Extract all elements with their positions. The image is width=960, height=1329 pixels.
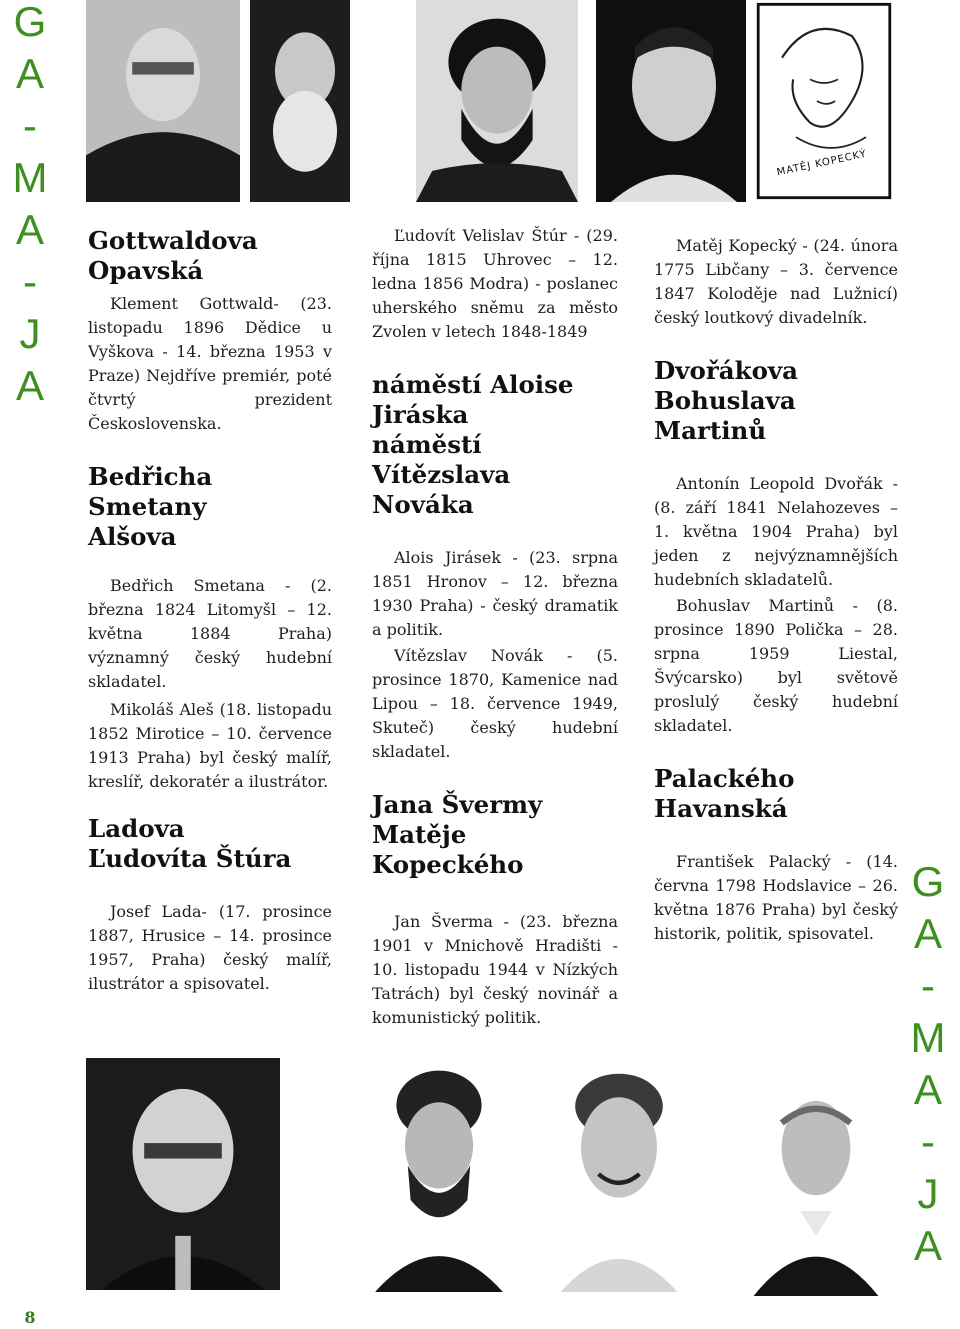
portrait-photo-icon (250, 0, 350, 202)
bio-paragraph: František Palacký - (14. června 1798 Hodslavice – 26. května 1876 Praha) byl český historik, politik, spisovatel. (654, 852, 898, 943)
bio-paragraph: Alois Jirásek - (23. srpna 1851 Hronov – 12. března 1930 Praha) - český dramatik a politik. (372, 548, 618, 639)
side-letter: G (911, 858, 945, 905)
bio-paragraph: Mikoláš Aleš (18. listopadu 1852 Mirotice – 10. července 1913 Praha) byl český malíř, kreslíř, dekoratér a ilustrátor. (88, 700, 332, 791)
bio-paragraph: Bedřich Smetana - (2. března 1824 Litomyšl – 12. května 1884 Praha) významný český hudební skladatel. (88, 576, 332, 691)
side-letter: A (913, 1222, 942, 1269)
photo-novak (546, 1056, 692, 1292)
page-number: 8 (24, 1308, 36, 1327)
section-heading: Bedřicha Smetany Alšova (88, 462, 213, 551)
side-label-right (898, 856, 958, 1272)
photo-lada (86, 1058, 280, 1290)
portrait-photo-icon (738, 1060, 894, 1296)
side-label-left (0, 0, 60, 412)
portrait-photo-icon (416, 0, 578, 202)
bio-paragraph: Vítězslav Novák - (5. prosince 1870, Kamenice nad Lipou – 18. července 1949, Skuteč) český hudební skladatel. (372, 646, 618, 761)
portrait-photo-icon (368, 1062, 510, 1292)
side-letter: - (921, 1118, 935, 1165)
portrait-photo-icon (86, 0, 240, 202)
section-heading: Ladova Ľudovíta Štúra (88, 814, 292, 873)
side-letter: A (15, 362, 44, 409)
column-3 (654, 234, 898, 946)
photo-sverma (596, 0, 746, 202)
photo-stur (416, 0, 578, 202)
bio-paragraph: Matěj Kopecký - (24. února 1775 Libčany – 3. července 1847 Koloděje nad Lužnicí) český loutkový divadelník. (654, 236, 898, 327)
bio-paragraph: Klement Gottwald- (23. listopadu 1896 Dědice u Vyškova - 14. března 1953 v Praze) Nejdříve premiér, poté čtvrtý prezident Československa. (88, 294, 332, 433)
side-letter: - (921, 962, 935, 1009)
side-letter: - (23, 102, 37, 149)
side-letter: G (13, 0, 47, 45)
photo-smetana (250, 0, 350, 202)
portrait-photo-icon (546, 1056, 692, 1292)
portrait-photo-icon (596, 0, 746, 202)
bio-paragraph: Jan Šverma - (23. března 1901 v Mnichově Hradišti - 10. listopadu 1944 v Nízkých Tatrách) byl český novinář a komunistický politik. (372, 912, 618, 1027)
side-letter: J (917, 1170, 939, 1217)
sketch-signature: MATĚJ KOPECKÝ (775, 148, 868, 179)
side-letter: A (913, 910, 942, 957)
portrait-photo-icon (86, 1058, 280, 1290)
side-letter: M (12, 154, 48, 201)
photo-gottwald (86, 0, 240, 202)
column-1 (88, 226, 332, 996)
side-letter: A (913, 1066, 942, 1113)
portrait-sketch-icon (754, 0, 894, 202)
bio-paragraph: Antonín Leopold Dvořák - (8. září 1841 Nelahozeves – 1. května 1904 Praha) byl jeden z nejvýznamnějších hudebních skladatelů. (654, 474, 898, 589)
side-letter: A (15, 50, 44, 97)
photo-kopecky (754, 0, 894, 202)
bio-paragraph: Josef Lada- (17. prosince 1887, Hrusice – 14. prosince 1957, Praha) český malíř, ilustrátor a spisovatel. (88, 902, 332, 993)
column-2 (372, 224, 618, 1030)
section-heading: Dvořákova Bohuslava Martinů (654, 356, 799, 445)
section-heading: Palackého Havanská (654, 764, 795, 823)
photo-dvorak (368, 1062, 510, 1292)
section-heading: Gottwaldova Opavská (88, 226, 258, 285)
section-heading: Jana Švermy Matěje Kopeckého (372, 790, 543, 879)
side-letter: J (19, 310, 41, 357)
photo-palacky (738, 1060, 894, 1296)
side-letter: - (23, 258, 37, 305)
section-heading: náměstí Aloise Jiráska náměstí Vítězslava Nováka (372, 370, 574, 519)
side-letter: A (15, 206, 44, 253)
bio-paragraph: Ľudovít Velislav Štúr - (29. října 1815 Uhrovec – 12. ledna 1856 Modra) - poslanec uherského sněmu za město Zvolen v letech 1848-1849 (372, 226, 618, 341)
side-letter: M (910, 1014, 946, 1061)
bio-paragraph: Bohuslav Martinů - (8. prosince 1890 Polička – 28. srpna 1959 Liestal, Švýcarsko) byl světově proslulý český hudební skladatel. (654, 596, 898, 735)
